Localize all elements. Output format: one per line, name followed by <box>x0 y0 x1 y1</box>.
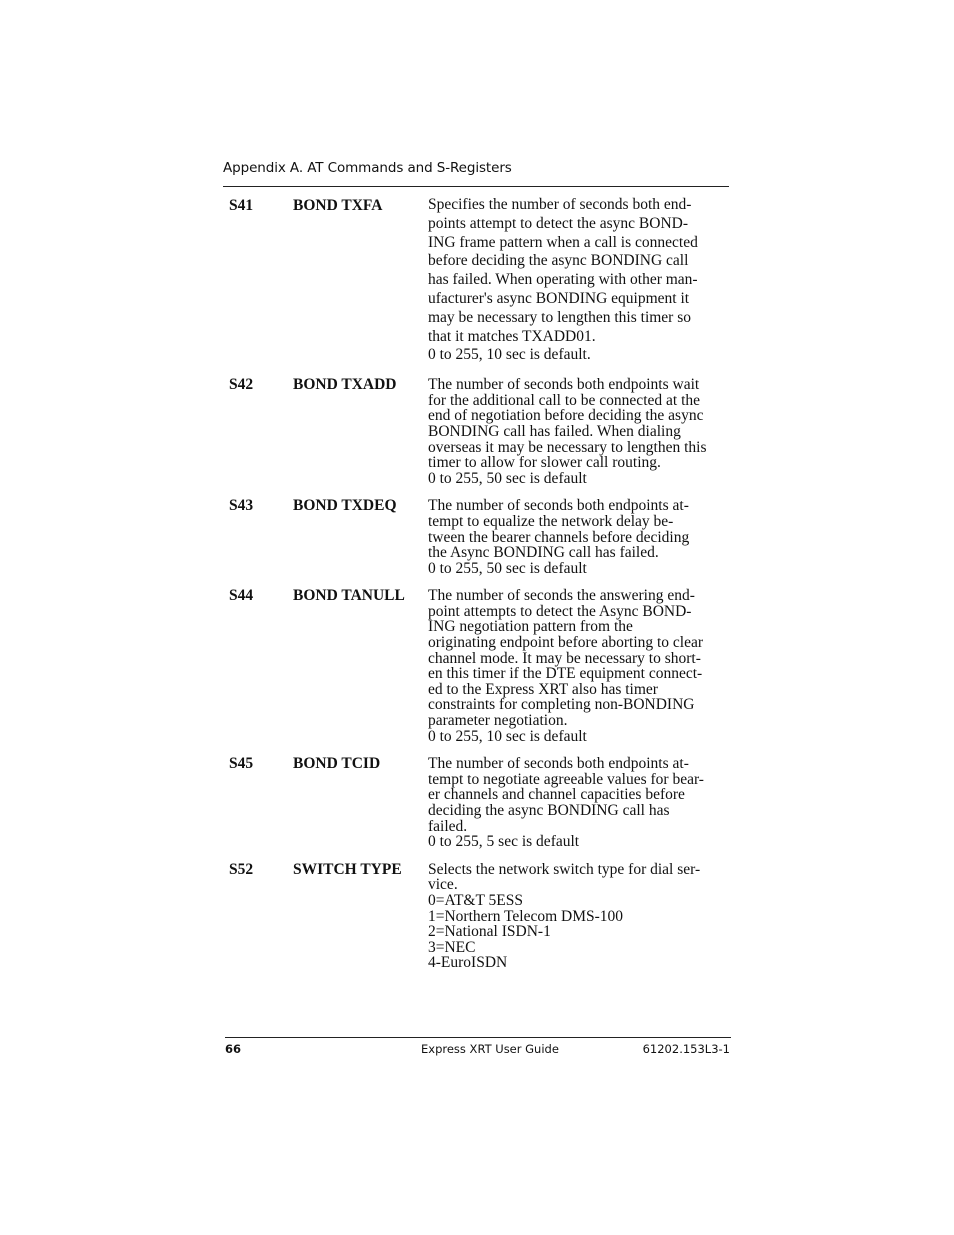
description-line: failed. <box>428 817 468 835</box>
description-line: 0=AT&T 5ESS <box>428 891 524 909</box>
footer-doc-number: 61202.153L3-1 <box>642 1042 730 1056</box>
footer-guide-title: Express XRT User Guide <box>421 1042 559 1056</box>
description-line: The number of seconds both endpoints at- <box>428 497 689 515</box>
register-entry-s43 <box>223 496 733 576</box>
register-name: BOND TCID <box>293 755 381 773</box>
register-name: BOND TANULL <box>293 587 405 605</box>
description-line: ufacturer's async BONDING equipment it <box>428 289 690 307</box>
register-description <box>428 754 733 850</box>
description-line: 0 to 255, 10 sec is default. <box>428 346 591 364</box>
footer-rule <box>225 1037 731 1038</box>
description-line: 4-EuroISDN <box>428 954 508 972</box>
description-line: 1=Northern Telecom DMS-100 <box>428 907 624 925</box>
description-line: ING frame pattern when a call is connected <box>428 233 698 251</box>
register-name: SWITCH TYPE <box>293 860 402 878</box>
register-description <box>428 586 733 744</box>
description-line: constraints for completing non-BONDING <box>428 696 695 714</box>
description-line: Selects the network switch type for dial ser- <box>428 860 701 878</box>
description-line: tempt to negotiate agreeable values for bear- <box>428 770 704 788</box>
description-line: channel mode. It may be necessary to short- <box>428 649 701 667</box>
description-line: timer to allow for slower call routing. <box>428 454 661 472</box>
description-line: for the additional call to be connected at the <box>428 391 700 409</box>
register-description <box>428 860 733 971</box>
register-description <box>428 375 733 486</box>
register-code: S43 <box>229 497 254 515</box>
register-code: S52 <box>229 860 254 878</box>
register-entry-s45 <box>223 754 733 850</box>
description-line: point attempts to detect the Async BOND- <box>428 602 692 620</box>
register-description <box>428 196 733 365</box>
description-line: The number of seconds both endpoints wait <box>428 376 700 394</box>
description-line: The number of seconds the answering end- <box>428 587 695 605</box>
description-line: that it matches TXADD01. <box>428 327 596 345</box>
register-entry-s41 <box>223 196 733 365</box>
register-list <box>223 196 733 981</box>
description-line: 0 to 255, 5 sec is default <box>428 833 580 851</box>
description-line: may be necessary to lengthen this timer so <box>428 308 692 326</box>
description-line: BONDING call has failed. When dialing <box>428 422 681 440</box>
description-line: ed to the Express XRT also has timer <box>428 680 658 698</box>
description-line: 0 to 255, 50 sec is default <box>428 469 587 487</box>
description-line: vice. <box>428 876 458 894</box>
description-line: end of negotiation before deciding the async <box>428 407 704 425</box>
description-line: 2=National ISDN-1 <box>428 923 551 941</box>
description-line: has failed. When operating with other man- <box>428 271 698 289</box>
description-line: the Async BONDING call has failed. <box>428 544 659 562</box>
register-entry-s44 <box>223 586 733 744</box>
register-code: S44 <box>229 587 254 605</box>
description-line: 0 to 255, 50 sec is default <box>428 559 587 577</box>
description-line: deciding the async BONDING call has <box>428 802 670 820</box>
register-code: S41 <box>229 197 254 214</box>
description-line: tween the bearer channels before deciding <box>428 528 690 546</box>
description-line: en this timer if the DTE equipment connect- <box>428 665 703 683</box>
description-line: er channels and channel capacities before <box>428 786 685 804</box>
description-line: before deciding the async BONDING call <box>428 252 689 270</box>
description-line: tempt to equalize the network delay be- <box>428 512 674 530</box>
description-line: The number of seconds both endpoints at- <box>428 755 689 773</box>
page-number: 66 <box>225 1042 242 1056</box>
register-code: S45 <box>229 755 254 773</box>
header-rule <box>223 186 729 187</box>
description-line: parameter negotiation. <box>428 712 568 730</box>
register-name: BOND TXADD <box>293 376 397 394</box>
description-line: ING negotiation pattern from the <box>428 618 633 636</box>
description-line: overseas it may be necessary to lengthen this <box>428 438 707 456</box>
running-header: Appendix A. AT Commands and S-Registers <box>223 160 512 176</box>
description-line: points attempt to detect the async BOND- <box>428 214 688 232</box>
register-description <box>428 496 733 576</box>
register-name: BOND TXFA <box>293 197 383 214</box>
register-name: BOND TXDEQ <box>293 497 397 515</box>
description-line: 0 to 255, 10 sec is default <box>428 727 587 745</box>
register-entry-s52 <box>223 860 733 971</box>
register-entry-s42 <box>223 375 733 486</box>
description-line: originating endpoint before aborting to clear <box>428 634 704 652</box>
description-line: 3=NEC <box>428 938 476 956</box>
description-line: Specifies the number of seconds both end- <box>428 196 692 213</box>
register-code: S42 <box>229 376 254 394</box>
